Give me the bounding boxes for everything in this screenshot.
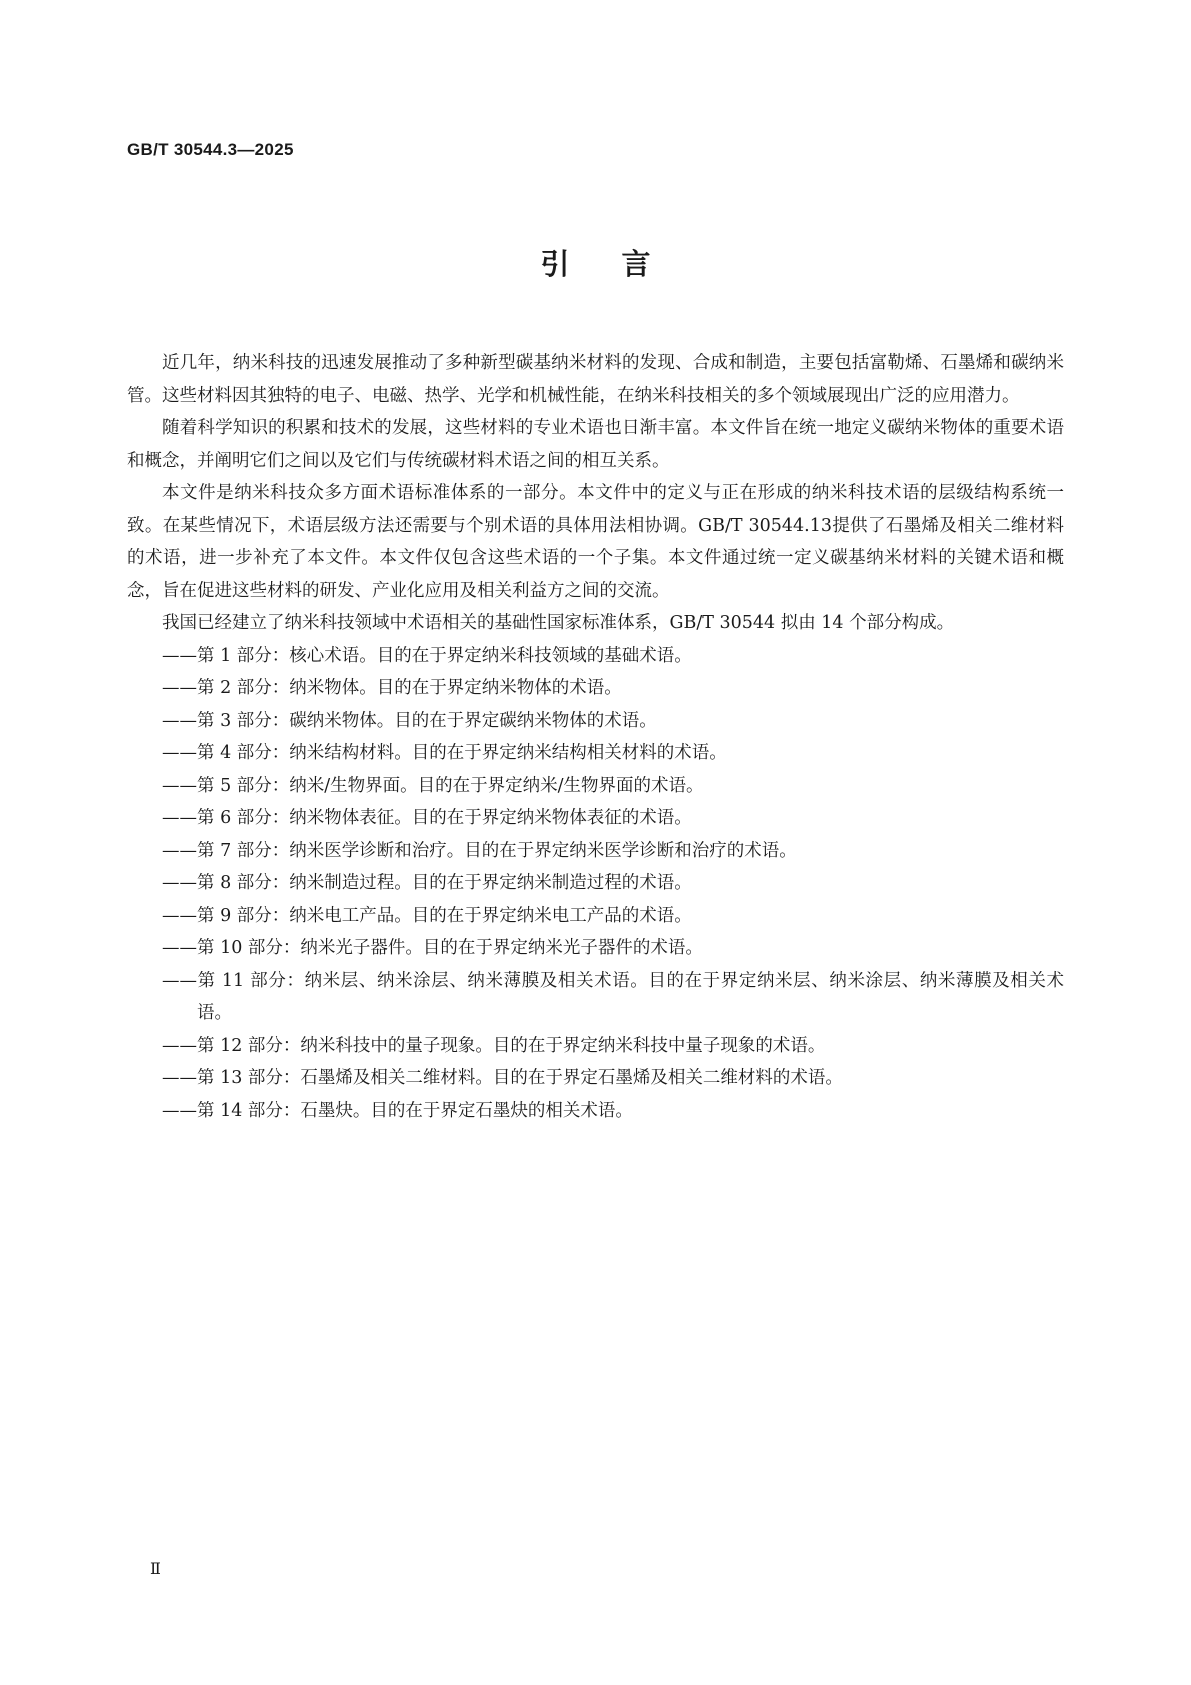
list-item: ——第 6 部分：纳米物体表征。目的在于界定纳米物体表征的术语。 xyxy=(162,808,692,828)
list-item: ——第 2 部分：纳米物体。目的在于界定纳米物体的术语。 xyxy=(162,678,622,698)
list-item: ——第 1 部分：核心术语。目的在于界定纳米科技领域的基础术语。 xyxy=(162,645,692,666)
list-item: ——第 13 部分：石墨烯及相关二维材料。目的在于界定石墨烯及相关二维材料的术语。 xyxy=(162,1068,843,1088)
list-item: ——第 8 部分：纳米制造过程。目的在于界定纳米制造过程的术语。 xyxy=(162,873,692,893)
parts-list xyxy=(127,640,1064,1128)
list-item: ——第 4 部分：纳米结构材料。目的在于界定纳米结构相关材料的术语。 xyxy=(162,743,727,763)
list-item: ——第 3 部分：碳纳米物体。目的在于界定碳纳米物体的术语。 xyxy=(162,710,657,731)
list-item: ——第 10 部分：纳米光子器件。目的在于界定纳米光子器件的术语。 xyxy=(162,938,703,958)
paragraph-2: 随着科学知识的积累和技术的发展，这些材料的专业术语也日渐丰富。本文件旨在统一地定义碳纳米物体的重要术语和概念，并阐明它们之间以及它们与传统碳材料术语之间的相互关系。 xyxy=(127,418,1064,471)
list-item: ——第 7 部分：纳米医学诊断和治疗。目的在于界定纳米医学诊断和治疗的术语。 xyxy=(162,840,797,861)
paragraph-4: 我国已经建立了纳米科技领域中术语相关的基础性国家标准体系，GB/T 30544 拟由 14 个部分构成。 xyxy=(162,613,955,633)
paragraph-1: 近几年，纳米科技的迅速发展推动了多种新型碳基纳米材料的发现、合成和制造，主要包括富勒烯、石墨烯和碳纳米管。这些材料因其独特的电子、电磁、热学、光学和机械性能，在纳米科技相关的多个领域展现出广泛的应用潜力。 xyxy=(127,353,1064,406)
list-item: ——第 12 部分：纳米科技中的量子现象。目的在于界定纳米科技中量子现象的术语。 xyxy=(162,1035,826,1056)
list-item: ——第 5 部分：纳米/生物界面。目的在于界定纳米/生物界面的术语。 xyxy=(162,775,704,796)
list-item: ——第 11 部分：纳米层、纳米涂层、纳米薄膜及相关术语。目的在于界定纳米层、纳米涂层、纳米薄膜及相关术语。 xyxy=(162,970,1064,1023)
page-title: 引言 xyxy=(540,247,703,281)
paragraph-3: 本文件是纳米科技众多方面术语标准体系的一部分。本文件中的定义与正在形成的纳米科技术语的层级结构系统一致。在某些情况下，术语层级方法还需要与个别术语的具体用法相协调。GB/T 30544.13提供了石墨烯及相关二维材料的术语，进一步补充了本文件。本文件仅包含这些术语的一个子集。本文件通过统一定义碳基纳米材料的关键术语和概念，旨在促进这些材料的研发、产业化应用及相关利益方之间的交流。 xyxy=(127,483,1064,601)
list-item: ——第 9 部分：纳米电工产品。目的在于界定纳米电工产品的术语。 xyxy=(162,905,692,926)
introduction-body xyxy=(127,347,1064,1127)
list-item: ——第 14 部分：石墨炔。目的在于界定石墨炔的相关术语。 xyxy=(162,1100,633,1121)
page-number: Ⅱ xyxy=(150,1559,161,1578)
standard-code: GB/T 30544.3—2025 xyxy=(127,140,294,159)
